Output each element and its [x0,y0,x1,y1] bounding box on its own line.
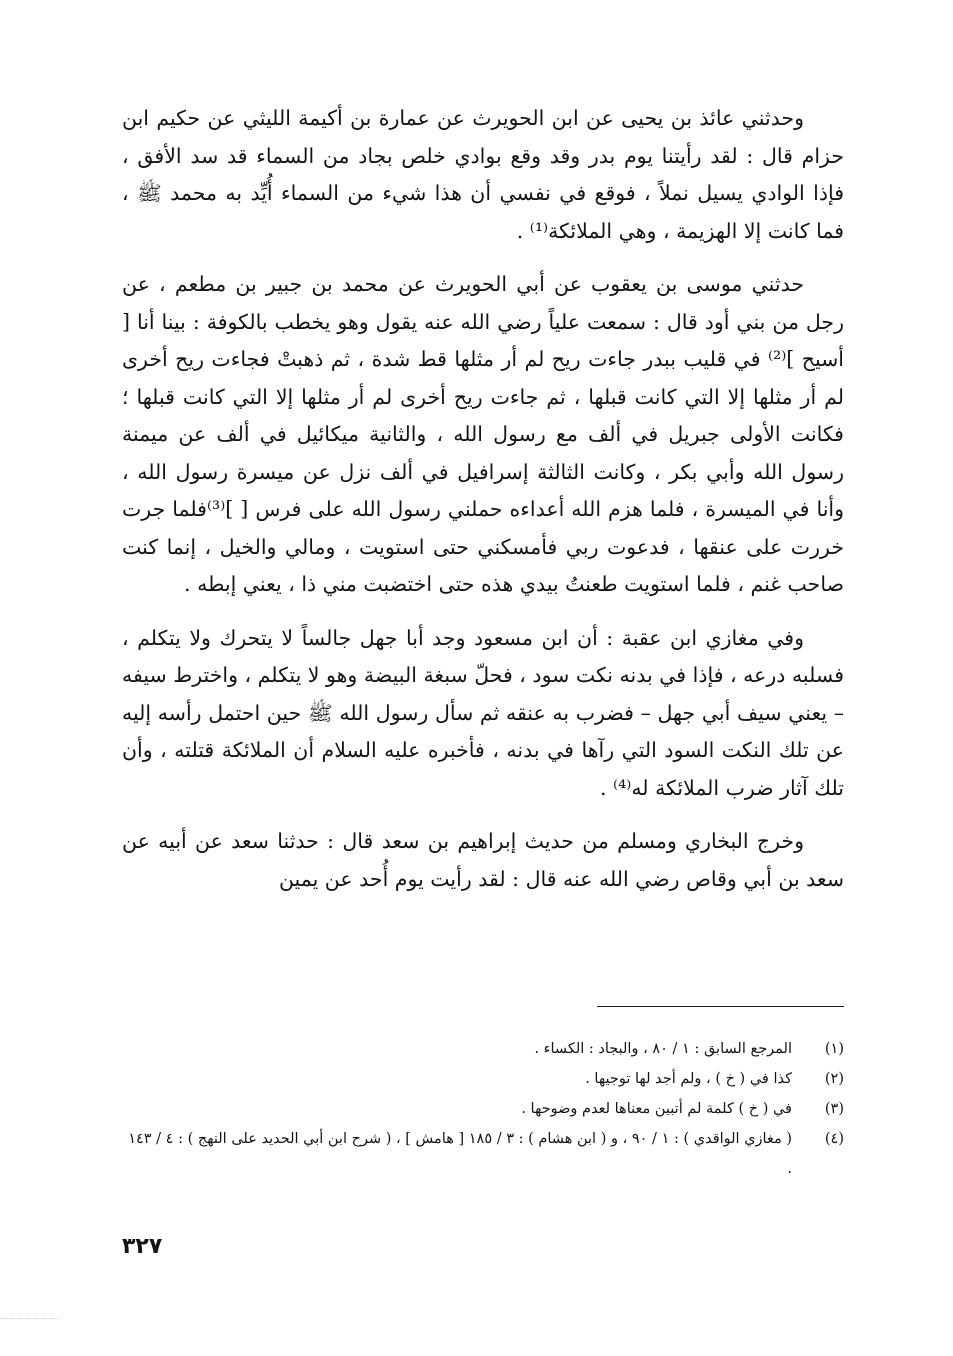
scan-corner-mark [0,1318,60,1347]
main-text [122,100,844,914]
footnotes [122,1034,844,1184]
footnote-4 [122,1124,844,1184]
paragraph-4: وخرج البخاري ومسلم من حديث إبراهيم بن سعد قال : حدثنا سعد عن أبيه عن سعد بن أبي وقاص رضي الله عنه قال : لقد رأيت يوم أُحد عن يمين [122,829,844,891]
footnote-number: (١) [824,1041,844,1057]
footnote-text: ( مغازي الواقدي ) : ١ / ٩٠ ، و ( ابن هشام ) : ٣ / ١٨٥ [ هامش ] ، ( شرح ابن أبي الحديد على النهج ) : ٤ / ١٤٣ . [128,1131,792,1177]
footnote-number: (٣) [824,1101,844,1117]
footnote-number: (٢) [824,1071,844,1087]
footnote-text: كذا في ( خ ) ، ولم أجد لها توجيها . [585,1071,792,1087]
footnote-text: في ( خ ) كلمة لم أتبين معناها لعدم وضوحها . [521,1101,792,1117]
paragraph-2: حدثني موسى بن يعقوب عن أبي الحويرث عن محمد بن جبير بن مطعم ، عن رجل من بني أود قال : سمعت علياً رضي الله عنه يقول وهو يخطب بالكوفة : بينا أنا [ أسيح ]⁽²⁾ في قليب ببدر جاءت ريح لم أر مثلها قط شدة ، ثم ذهبتْ فجاءت ريح أخرى لم أر مثلها إلا التي كانت قبلها ، ثم جاءت ريح أخرى لم أر مثلها إلا التي كانت قبلها ؛ فكانت الأولى جبريل في ألف مع رسول الله ، والثانية ميكائيل في ألف عن ميمنة رسول الله وأبي بكر ، وكانت الثالثة إسرافيل في ألف نزل عن ميسرة رسول الله ، وأنا في الميسرة ، فلما هزم الله أعداءه حملني رسول الله على فرس [ ]⁽³⁾فلما جرت خررت على عنقها ، فدعوت ربي فأمسكني حتى استويت ، ومالي والخيل ، إنما كنت صاحب غنم ، فلما استويت طعنتُ بيدي هذه حتى اختضبت مني ذا ، يعني إبطه . [122,272,845,596]
footnote-separator [597,1006,844,1007]
paragraph-3: وفي مغازي ابن عقبة : أن ابن مسعود وجد أبا جهل جالساً لا يتحرك ولا يتكلم ، فسلبه درعه ، فإذا في بدنه نكت سود ، فحلّ سبغة البيضة وهو لا يتكلم ، واخترط سيفه – يعني سيف أبي جهل – فضرب به عنقه ثم سأل رسول الله ﷺ حين احتمل رأسه إليه عن تلك النكت السود التي رآها في بدنه ، فأخبره عليه السلام أن الملائكة قتلته ، وأن تلك آثار ضرب الملائكة له⁽⁴⁾ . [122,625,844,800]
footnote-1 [122,1034,844,1064]
footnote-text: المرجع السابق : ١ / ٨٠ ، والبجاد : الكساء . [534,1041,792,1057]
page-number: ٣٢٧ [122,1234,163,1259]
footnote-2 [122,1064,844,1094]
paragraph-1: وحدثني عائذ بن يحيى عن ابن الحويرث عن عمارة بن أكيمة الليثي عن حكيم ابن حزام قال : لقد رأيتنا يوم بدر وقد وقع بوادي خلص بجاد من السماء قد سد الأفق ، فإذا الوادي يسيل نملاً ، فوقع في نفسي أن هذا شيء من السماء أُيِّد به محمد ﷺ ، فما كانت إلا الهزيمة ، وهي الملائكة⁽¹⁾ . [122,106,844,243]
footnote-number: (٤) [824,1131,844,1147]
footnote-3 [122,1094,844,1124]
